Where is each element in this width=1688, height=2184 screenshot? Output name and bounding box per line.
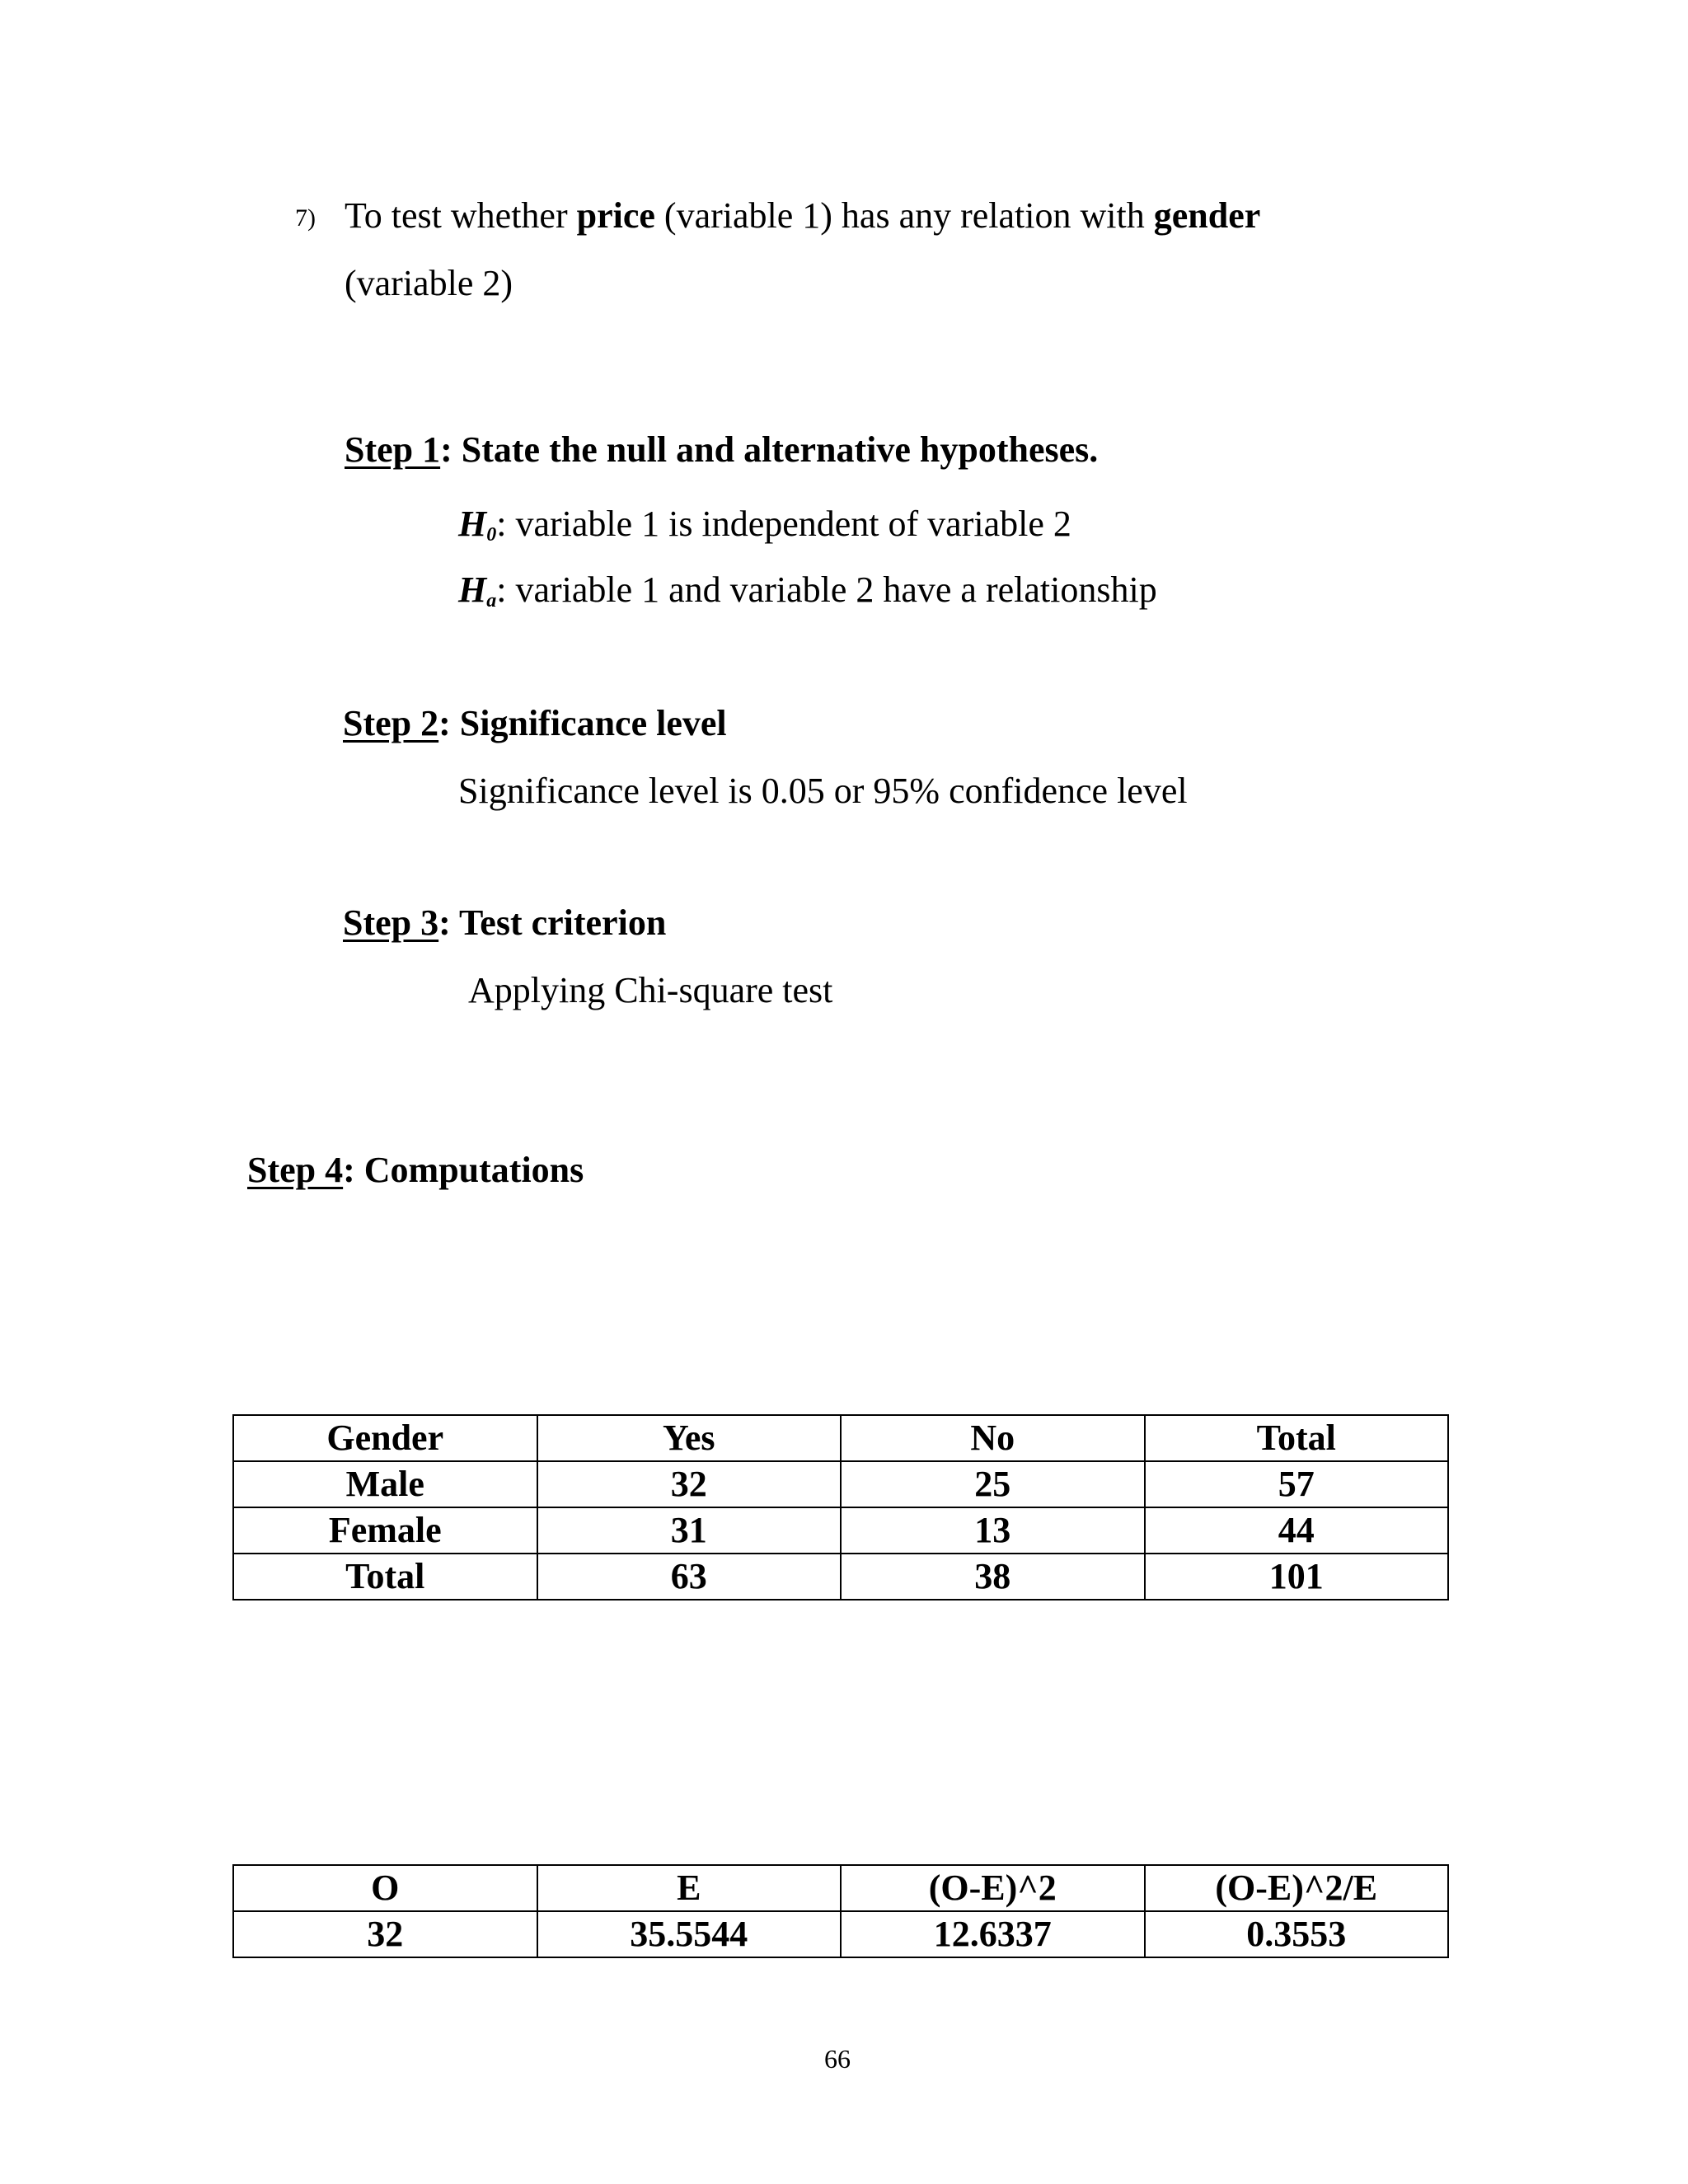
table-cell: 57 [1145, 1461, 1449, 1507]
table-header-cell: Gender [233, 1415, 537, 1461]
table-row [233, 1461, 1448, 1507]
table-cell: 32 [537, 1461, 842, 1507]
step2-label: Step 2 [343, 703, 439, 743]
table-header-cell: (O-E)^2/E [1145, 1865, 1449, 1911]
question-number: 7) [295, 204, 316, 232]
table-header-cell: (O-E)^2 [841, 1865, 1145, 1911]
step3-label: Step 3 [343, 902, 439, 943]
table-header-row [233, 1415, 1448, 1461]
table-row [233, 1554, 1448, 1600]
table-cell: 32 [233, 1911, 537, 1957]
table-cell: 35.5544 [537, 1911, 842, 1957]
table-header-row [233, 1865, 1448, 1911]
significance-text: Significance level is 0.05 or 95% confidence level [458, 771, 1188, 811]
table-row [233, 1507, 1448, 1554]
chi-square-table [232, 1864, 1449, 1958]
step3-title: : Test criterion [438, 902, 667, 943]
table-cell: 25 [841, 1461, 1145, 1507]
test-criterion-text: Applying Chi-square test [468, 970, 833, 1010]
null-hypothesis: $H_0$: variable 1 is independent of variable 2 [458, 504, 1071, 546]
step1-label: Step 1 [345, 429, 441, 470]
table-header-cell: E [537, 1865, 842, 1911]
question-text-line1: To test whether price (variable 1) has any relation with gender [345, 195, 1261, 236]
table-cell: 0.3553 [1145, 1911, 1449, 1957]
table-cell: 101 [1145, 1554, 1449, 1600]
step1-title: : State the null and alternative hypotheses. [440, 429, 1099, 470]
table-cell: 12.6337 [841, 1911, 1145, 1957]
table-cell: 38 [841, 1554, 1145, 1600]
alternative-hypothesis: $H_a$: variable 1 and variable 2 have a relationship [458, 569, 1157, 612]
question-text-line2: (variable 2) [345, 263, 513, 303]
contingency-table [232, 1414, 1449, 1601]
table-header-cell: O [233, 1865, 537, 1911]
table-row [233, 1911, 1448, 1957]
table-cell: 63 [537, 1554, 842, 1600]
table-header-cell: No [841, 1415, 1145, 1461]
step2-heading [343, 702, 727, 744]
step4-title: : Computations [343, 1150, 584, 1190]
table-cell: 13 [841, 1507, 1145, 1554]
table-cell: 44 [1145, 1507, 1449, 1554]
step1-heading [345, 429, 1098, 471]
table-cell: Male [233, 1461, 537, 1507]
step3-heading [343, 902, 666, 944]
table-header-cell: Yes [537, 1415, 842, 1461]
step2-title: : Significance level [438, 703, 727, 743]
page-number: 66 [824, 2044, 851, 2074]
table-cell: Female [233, 1507, 537, 1554]
step4-heading [247, 1149, 584, 1191]
table-cell: Total [233, 1554, 537, 1600]
table-header-cell: Total [1145, 1415, 1449, 1461]
step4-label: Step 4 [247, 1150, 344, 1190]
table-cell: 31 [537, 1507, 842, 1554]
